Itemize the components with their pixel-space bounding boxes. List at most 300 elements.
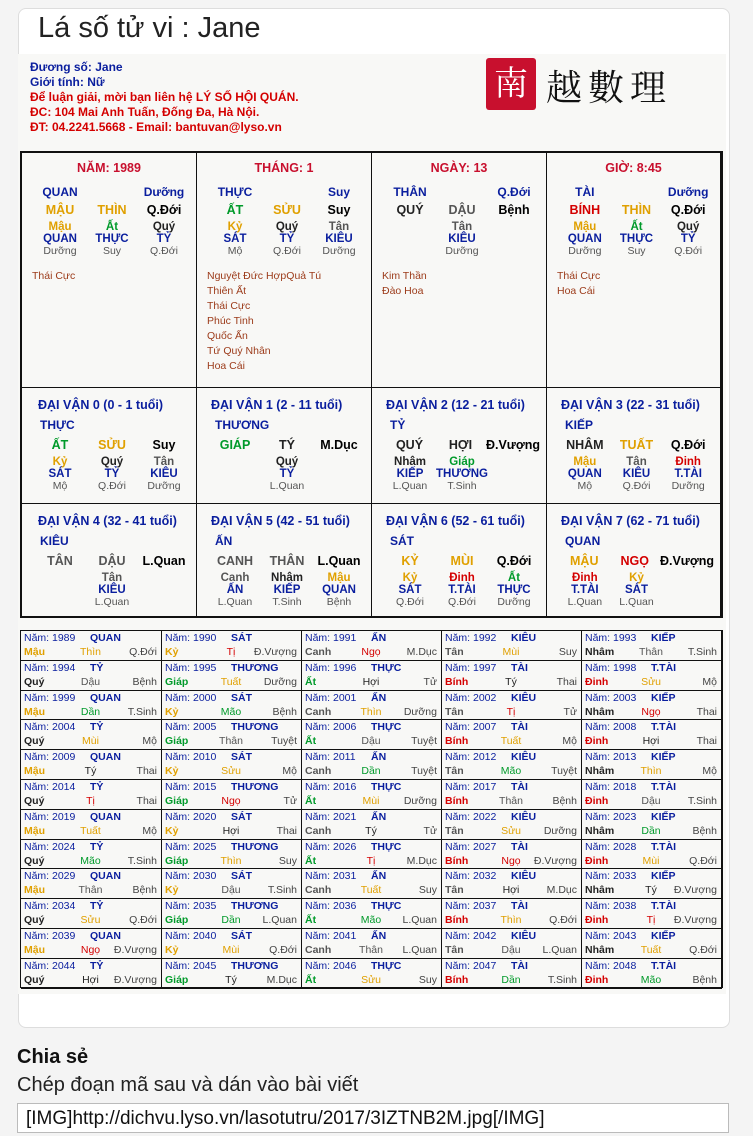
year-god: KIÊU (511, 930, 537, 942)
year-god: SÁT (231, 691, 252, 704)
year-god: QUAN (90, 691, 121, 704)
year-god: T.TÀI (651, 959, 677, 972)
year-god: QUAN (90, 930, 121, 942)
year-label: Năm: 1993 (585, 632, 637, 644)
pillar-hidden-god-row (22, 233, 196, 245)
dai-van-phase-row-cell (34, 596, 86, 608)
dai-van-stem-branch-row-cell: GIÁP (219, 438, 251, 452)
year-cell-bottom (21, 675, 161, 689)
year-cell (21, 750, 162, 780)
year-cell (582, 840, 722, 870)
year-cell-top (442, 929, 581, 943)
year-cell (582, 691, 722, 721)
year-cell-top (442, 661, 581, 675)
year-stem: Giáp (165, 795, 189, 807)
pillar-hidden-god-row-cell: TỶ (680, 233, 696, 245)
year-god: THƯƠNG (231, 900, 279, 913)
year-cell (582, 780, 722, 810)
year-god: T.TÀI (651, 781, 677, 793)
year-branch: Thìn (500, 914, 522, 927)
year-label: Năm: 2003 (585, 691, 637, 704)
year-cell (302, 959, 442, 989)
pillar-hidden-god-row-cell: THỰC (619, 233, 654, 245)
dai-van-phase-row (22, 596, 196, 608)
owner-info (30, 60, 299, 135)
year-cell (582, 750, 722, 780)
year-phase: Dưỡng (263, 675, 297, 688)
year-branch: Ngọ (361, 646, 381, 658)
year-branch: Thân (219, 735, 243, 748)
year-cell-bottom (162, 645, 301, 659)
year-god: TÀI (511, 661, 528, 674)
year-cell (21, 810, 162, 840)
year-god: QUAN (90, 810, 121, 823)
year-label: Năm: 2031 (305, 870, 357, 883)
year-stem: Ất (305, 973, 317, 986)
year-cell (162, 780, 302, 810)
dai-van-god-row (197, 418, 371, 432)
dai-van-stem-branch-row-cell: M.Dục (320, 438, 358, 452)
year-phase: Thai (696, 705, 717, 718)
year-god: SÁT (231, 810, 252, 823)
year-stem: Ất (305, 914, 317, 927)
year-cell-bottom (442, 824, 581, 838)
year-phase: Thai (136, 795, 157, 807)
year-phase: Tuyệt (411, 765, 437, 778)
year-cell-top (21, 899, 161, 913)
dai-van-phase-row-cell (313, 480, 365, 492)
dai-van-phase-row (197, 596, 371, 608)
year-branch: Thìn (640, 765, 662, 778)
year-branch: Dậu (361, 735, 381, 748)
dai-van-god-row-cell (269, 418, 317, 432)
year-cell-bottom (21, 883, 161, 897)
pillar-hidden-stem-row-cell: Quý (152, 221, 176, 233)
year-god: ẤN (371, 691, 387, 704)
dai-van-phase-row-cell: Q.Đới (396, 596, 424, 608)
year-cell-bottom (21, 734, 161, 748)
star-item: Hoa Cái (557, 285, 595, 297)
year-stem: Tân (445, 646, 464, 658)
year-branch: Thân (639, 646, 663, 658)
year-label: Năm: 2044 (24, 959, 76, 972)
pillar-hidden-god-row (197, 233, 371, 245)
year-cell-bottom (21, 824, 161, 838)
year-cell-top (442, 840, 581, 854)
year-cell (442, 959, 582, 989)
dai-van-god-row-cell (657, 534, 714, 548)
year-cell-top (302, 929, 441, 943)
pillar-stars (372, 269, 546, 299)
year-cell-bottom (582, 883, 721, 897)
star-item: Thái Cực (557, 270, 601, 282)
dai-van-stem-branch-row-cell: MÙI (450, 554, 474, 568)
year-stem: Tân (445, 884, 464, 897)
pillar-stem-branch-row (197, 203, 371, 217)
year-god: ẤN (371, 751, 387, 764)
dai-van-stem-branch-row-cell: NHÂM (566, 438, 604, 452)
dai-van-phase-row (547, 480, 720, 492)
dai-van-phase-row-cell (662, 596, 714, 608)
year-cell-bottom (302, 764, 441, 778)
year-label: Năm: 2029 (24, 870, 76, 883)
dai-van-stem-branch-row-cell: Q.Đới (496, 554, 532, 568)
year-stem: Giáp (165, 973, 189, 986)
year-branch: Tị (86, 795, 95, 807)
year-phase: Bệnh (692, 973, 717, 986)
year-label: Năm: 2023 (585, 810, 637, 823)
year-branch: Hợi (642, 735, 660, 748)
year-phase: L.Quan (402, 944, 437, 956)
year-stem: Mậu (24, 884, 45, 897)
year-cell-bottom (21, 913, 161, 927)
pillar-god-row (372, 185, 546, 199)
year-stem: Tân (445, 824, 464, 837)
pillar-hidden-stem-row-cell: Tân (328, 221, 350, 233)
year-cell-bottom (582, 943, 721, 957)
year-cell-top (582, 720, 721, 734)
dai-van-stem-branch-row-cell: L.Quan (142, 554, 186, 568)
dai-van-hidden-god-row-cell: T.TÀI (674, 468, 702, 480)
dai-van-hidden-god-row-cell: TỶ (279, 468, 295, 480)
year-phase: Đ.Vượng (113, 973, 157, 986)
year-god: ẤN (371, 632, 387, 644)
year-phase: Dưỡng (543, 824, 577, 837)
dai-van-hidden-stem-row-cell (209, 456, 261, 468)
year-label: Năm: 2013 (585, 751, 637, 764)
year-stem: Giáp (165, 854, 189, 867)
year-god: TÀI (511, 959, 528, 972)
year-stem: Kỷ (165, 944, 179, 956)
dai-van-stem-branch-row-cell: Suy (152, 438, 176, 452)
dai-van-god-row (547, 534, 720, 548)
year-stem: Đinh (585, 795, 609, 807)
year-cell-bottom (582, 824, 721, 838)
year-branch: Thân (499, 795, 523, 807)
star-item: Tứ Quý Nhân (207, 345, 271, 357)
dai-van-phase-row-cell: T.Sinh (447, 480, 477, 492)
year-cell-bottom (162, 705, 301, 719)
year-god: TỶ (90, 959, 104, 972)
dai-van-cell (22, 504, 197, 618)
year-stem: Mậu (24, 944, 45, 956)
dai-van-god-row-cell (600, 534, 657, 548)
year-phase: Suy (278, 854, 297, 867)
year-god: KIẾP (651, 930, 676, 942)
year-label: Năm: 2017 (445, 781, 497, 793)
pillar-stem-branch-row (22, 203, 196, 217)
year-label: Năm: 2018 (585, 781, 637, 793)
dai-van-hidden-stem-row-cell: Mậu (573, 456, 597, 468)
dai-van-god-row-cell: ẤN (215, 534, 233, 548)
year-phase: Bệnh (272, 705, 297, 718)
year-cell (162, 899, 302, 929)
year-branch: Ngọ (641, 705, 661, 718)
pillar-stem-branch-row-cell: Q.Đới (670, 203, 706, 217)
dai-van-hidden-god-row-cell: SÁT (398, 584, 422, 596)
year-cell-top (302, 661, 441, 675)
dai-van-stem-branch-row (372, 438, 546, 452)
year-cell-top (582, 750, 721, 764)
dai-van-header: ĐẠI VẬN 2 (12 - 21 tuổi) (386, 398, 525, 412)
year-branch: Ngọ (501, 854, 521, 867)
year-god: T.TÀI (651, 840, 677, 853)
year-god: ẤN (371, 930, 387, 942)
dai-van-hidden-stem-row-cell: Quý (275, 456, 299, 468)
year-stem: Nhâm (585, 824, 615, 837)
year-cell-top (442, 810, 581, 824)
year-label: Năm: 1994 (24, 661, 76, 674)
year-branch: Tị (506, 705, 516, 718)
dai-van-hidden-god-row (197, 468, 371, 480)
dai-van-hidden-stem-row (372, 456, 546, 468)
year-label: Năm: 2000 (165, 691, 217, 704)
year-cell-top (582, 810, 721, 824)
year-phase: Bệnh (692, 824, 717, 837)
year-cell-bottom (162, 675, 301, 689)
dai-van-stem-branch-row (197, 554, 371, 568)
year-branch: Tý (645, 884, 657, 897)
year-label: Năm: 2032 (445, 870, 497, 883)
pillar-stem-branch-row (547, 203, 720, 217)
year-branch: Dần (80, 705, 101, 718)
year-cell-top (302, 869, 441, 883)
year-cell-bottom (302, 913, 441, 927)
year-stem: Bính (445, 914, 469, 927)
year-stem: Tân (445, 944, 464, 956)
year-branch: Sửu (361, 973, 381, 986)
year-label: Năm: 2019 (24, 810, 76, 823)
year-cell (302, 899, 442, 929)
year-god: KIẾP (651, 751, 676, 764)
year-cell (302, 869, 442, 899)
pillar-phase-row (372, 245, 546, 257)
year-cell-top (442, 869, 581, 883)
dai-van-god-row-cell: QUAN (565, 534, 601, 548)
year-god: SÁT (231, 870, 252, 883)
year-label: Năm: 2022 (445, 810, 497, 823)
pillar-stem-branch-row-cell: Suy (327, 203, 351, 217)
year-cell (442, 869, 582, 899)
share-instruction: Chép đoạn mã sau và dán vào bài viết (17, 1074, 359, 1096)
dai-van-god-row (372, 534, 546, 548)
year-cell-top (21, 631, 161, 645)
year-cell-top (302, 750, 441, 764)
dai-van-phase-row (22, 480, 196, 492)
year-phase: Đ.Vượng (253, 646, 297, 658)
dai-van-header: ĐẠI VẬN 6 (52 - 61 tuổi) (386, 514, 525, 528)
year-branch: Thìn (79, 646, 101, 658)
year-branch: Mão (640, 973, 662, 986)
pillar-god-row-cell (261, 185, 313, 199)
year-label: Năm: 1991 (305, 632, 357, 644)
year-cell-top (162, 840, 301, 854)
dai-van-stem-branch-row (547, 554, 720, 568)
dai-van-phase-row-cell: Dưỡng (147, 480, 181, 492)
year-branch: Ngọ (80, 944, 101, 956)
year-god: THỰC (371, 959, 402, 972)
year-god: TÀI (511, 721, 528, 734)
year-cell (582, 720, 722, 750)
pillar-hidden-stem-row (547, 221, 720, 233)
year-phase: Thai (696, 735, 717, 748)
year-cell (21, 959, 162, 989)
dai-van-stem-branch-row-cell: TÝ (279, 438, 295, 452)
year-stem: Giáp (165, 914, 189, 927)
year-stem: Quý (24, 914, 45, 927)
pillar-god-row-cell: Dưỡng (667, 185, 709, 199)
year-branch: Dần (501, 973, 521, 986)
dai-van-header: ĐẠI VẬN 3 (22 - 31 tuổi) (561, 398, 700, 412)
year-cell-top (21, 929, 161, 943)
dai-van-hidden-god-row-cell: THỰC (497, 584, 531, 596)
year-label: Năm: 2039 (24, 930, 76, 942)
year-stem: Giáp (165, 735, 189, 748)
pillar-phase-row (197, 245, 371, 257)
year-label: Năm: 2034 (24, 900, 76, 913)
year-stem: Đinh (585, 735, 609, 748)
pillar-cell (22, 153, 197, 388)
year-phase: Tử (423, 824, 437, 837)
dai-van-hidden-god-row-cell: QUAN (322, 584, 356, 596)
year-label: Năm: 2008 (585, 721, 637, 734)
dai-van-god-row-cell (317, 418, 365, 432)
year-cell (582, 869, 722, 899)
pillar-hidden-stem-row-cell (488, 221, 540, 233)
year-branch: Dần (221, 914, 241, 927)
year-phase: T.Sinh (687, 795, 717, 807)
dai-van-phase-row-cell: Mộ (52, 480, 68, 492)
year-god: TỶ (90, 900, 104, 913)
year-cell-top (302, 899, 441, 913)
year-label: Năm: 1996 (305, 661, 357, 674)
pillar-phase-row-cell: Q.Đới (150, 245, 178, 257)
year-cell-top (582, 899, 721, 913)
pillar-hidden-god-row-cell: TỶ (156, 233, 172, 245)
dai-van-phase-row-cell (488, 480, 540, 492)
year-stem: Mậu (24, 646, 45, 658)
year-god: THƯƠNG (231, 959, 279, 972)
dai-van-stem-branch-row (372, 554, 546, 568)
year-label: Năm: 2025 (165, 840, 217, 853)
year-phase: Dưỡng (403, 795, 437, 807)
year-cell-top (442, 691, 581, 705)
year-phase: Bệnh (552, 795, 577, 807)
pillar-header: GIỜ: 8:45 (605, 161, 662, 175)
year-cell-top (302, 631, 441, 645)
pillar-hidden-god-row (372, 233, 546, 245)
dai-van-hidden-stem-row (22, 456, 196, 468)
year-cell-top (162, 691, 301, 705)
pillar-god-row (547, 185, 720, 199)
year-cell (162, 869, 302, 899)
year-god: THỰC (371, 900, 402, 913)
year-god: TỶ (90, 721, 104, 734)
year-phase: Q.Đới (689, 944, 717, 956)
year-phase: Bệnh (132, 884, 157, 897)
year-cell-top (21, 691, 161, 705)
year-god: QUAN (90, 632, 121, 644)
pillar-stars (197, 269, 371, 374)
pillar-phase-row-cell: Suy (102, 245, 122, 257)
dai-van-hidden-stem-row-cell: Kỷ (629, 572, 644, 584)
year-god: KIẾP (651, 691, 676, 704)
year-cell (21, 780, 162, 810)
year-cell (582, 929, 722, 959)
year-stem: Mậu (24, 705, 45, 718)
year-phase: Tuyệt (551, 765, 577, 778)
pillar-stem-branch-row-cell: SỬU (273, 203, 301, 217)
year-branch: Thân (359, 944, 383, 956)
year-branch: Tị (366, 854, 376, 867)
dai-van-hidden-stem-row (372, 572, 546, 584)
year-label: Năm: 1998 (585, 661, 637, 674)
year-phase: T.Sinh (267, 884, 297, 897)
year-phase: Q.Đới (129, 914, 157, 927)
year-stem: Đinh (585, 973, 609, 986)
pillar-phase-row (22, 245, 196, 257)
pillar-stem-branch-row-cell: Bệnh (498, 203, 530, 217)
dai-van-phase-row-cell: L.Quan (217, 596, 253, 608)
year-cell-bottom (162, 794, 301, 808)
year-cell-top (582, 929, 721, 943)
dai-van-hidden-god-row-cell (662, 584, 714, 596)
dai-van-hidden-god-row-cell (138, 584, 190, 596)
year-branch: Tị (646, 914, 656, 927)
year-phase: Mộ (142, 735, 157, 748)
owner-gender: Giới tính: Nữ (30, 75, 105, 89)
year-branch: Dậu (221, 884, 241, 897)
year-phase: Đ.Vượng (113, 944, 157, 956)
year-stem: Bính (445, 795, 469, 807)
pillar-stars (22, 269, 196, 284)
dai-van-god-row-cell (129, 534, 190, 548)
star-item: Quốc Ấn (207, 330, 248, 342)
dai-van-stem-branch-row-cell: DẬU (98, 554, 126, 568)
pillar-god-row-cell: Q.Đới (497, 185, 531, 199)
owner-name: Đương số: Jane (30, 60, 123, 74)
dai-van-hidden-god-row (22, 468, 196, 480)
year-stem: Đinh (585, 854, 609, 867)
year-god: THỰC (371, 661, 402, 674)
year-phase: Mộ (702, 675, 717, 688)
dai-van-hidden-stem-row (547, 456, 720, 468)
year-cell-top (302, 810, 441, 824)
dai-van-hidden-god-row-cell: THƯƠNG (436, 468, 488, 480)
dai-van-god-row-cell (75, 418, 133, 432)
pillar-hidden-stem-row-cell (384, 221, 436, 233)
year-phase: M.Dục (266, 973, 297, 986)
dai-van-hidden-god-row-cell: KIÊU (98, 584, 126, 596)
year-god: KIÊU (511, 751, 537, 764)
year-label: Năm: 2048 (585, 959, 637, 972)
year-stem: Quý (24, 854, 45, 867)
dai-van-god-row-cell: THƯƠNG (215, 418, 270, 432)
year-stem: Mậu (24, 765, 45, 778)
pillar-hidden-god-row-cell (488, 233, 540, 245)
pillar-hidden-stem-row-cell: Mậu (573, 221, 597, 233)
dai-van-phase-row-cell (209, 480, 261, 492)
pillar-phase-row-cell: Q.Đới (674, 245, 703, 257)
year-stem: Quý (24, 735, 45, 748)
embed-code-field[interactable]: [IMG]http://dichvu.lyso.vn/lasotutru/2017/3IZTNB2M.jpg[/IMG] (17, 1103, 729, 1133)
dai-van-hidden-stem-row-cell: Quý (100, 456, 124, 468)
year-cell (582, 810, 722, 840)
year-cell-top (162, 869, 301, 883)
pillar-hidden-stem-row (197, 221, 371, 233)
dai-van-cell (547, 504, 721, 618)
dai-van-stem-branch-row (22, 438, 196, 452)
